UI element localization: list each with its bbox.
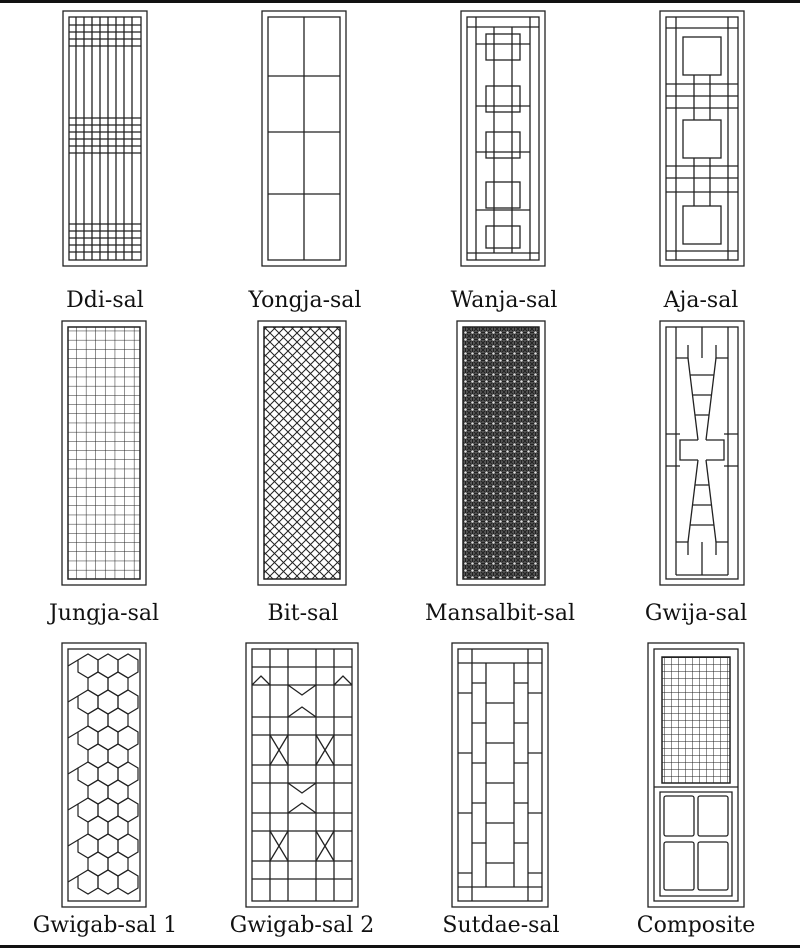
caption-gwija-sal: Gwija-sal bbox=[644, 601, 748, 626]
panel-jungja-sal bbox=[62, 321, 146, 585]
caption-sutdae-sal: Sutdae-sal bbox=[442, 913, 560, 938]
caption-wanja-sal: Wanja-sal bbox=[450, 288, 558, 313]
panel-wanja-sal bbox=[461, 11, 545, 266]
caption-jungja-sal: Jungja-sal bbox=[48, 601, 160, 626]
panel-gwigab-sal-2 bbox=[246, 643, 358, 907]
panel-mansalbit-sal bbox=[457, 321, 545, 585]
caption-ddi-sal: Ddi-sal bbox=[66, 288, 144, 313]
panel-yongja-sal bbox=[262, 11, 346, 266]
panel-aja-sal bbox=[660, 11, 744, 266]
panel-ddi-sal bbox=[63, 11, 147, 266]
caption-gwigab-sal-1: Gwigab-sal 1 bbox=[32, 913, 178, 938]
caption-aja-sal: Aja-sal bbox=[663, 288, 739, 313]
caption-yongja-sal: Yongja-sal bbox=[248, 288, 362, 313]
panel-bit-sal bbox=[258, 321, 346, 585]
caption-mansalbit-sal: Mansalbit-sal bbox=[424, 601, 576, 626]
caption-gwigab-sal-2: Gwigab-sal 2 bbox=[229, 913, 375, 938]
caption-bit-sal: Bit-sal bbox=[267, 601, 339, 626]
caption-composite: Composite bbox=[636, 913, 756, 938]
panel-gwigab-sal-1 bbox=[62, 643, 146, 907]
panel-composite bbox=[648, 643, 744, 907]
panel-gwija-sal bbox=[660, 321, 744, 585]
panel-sutdae-sal bbox=[452, 643, 548, 907]
